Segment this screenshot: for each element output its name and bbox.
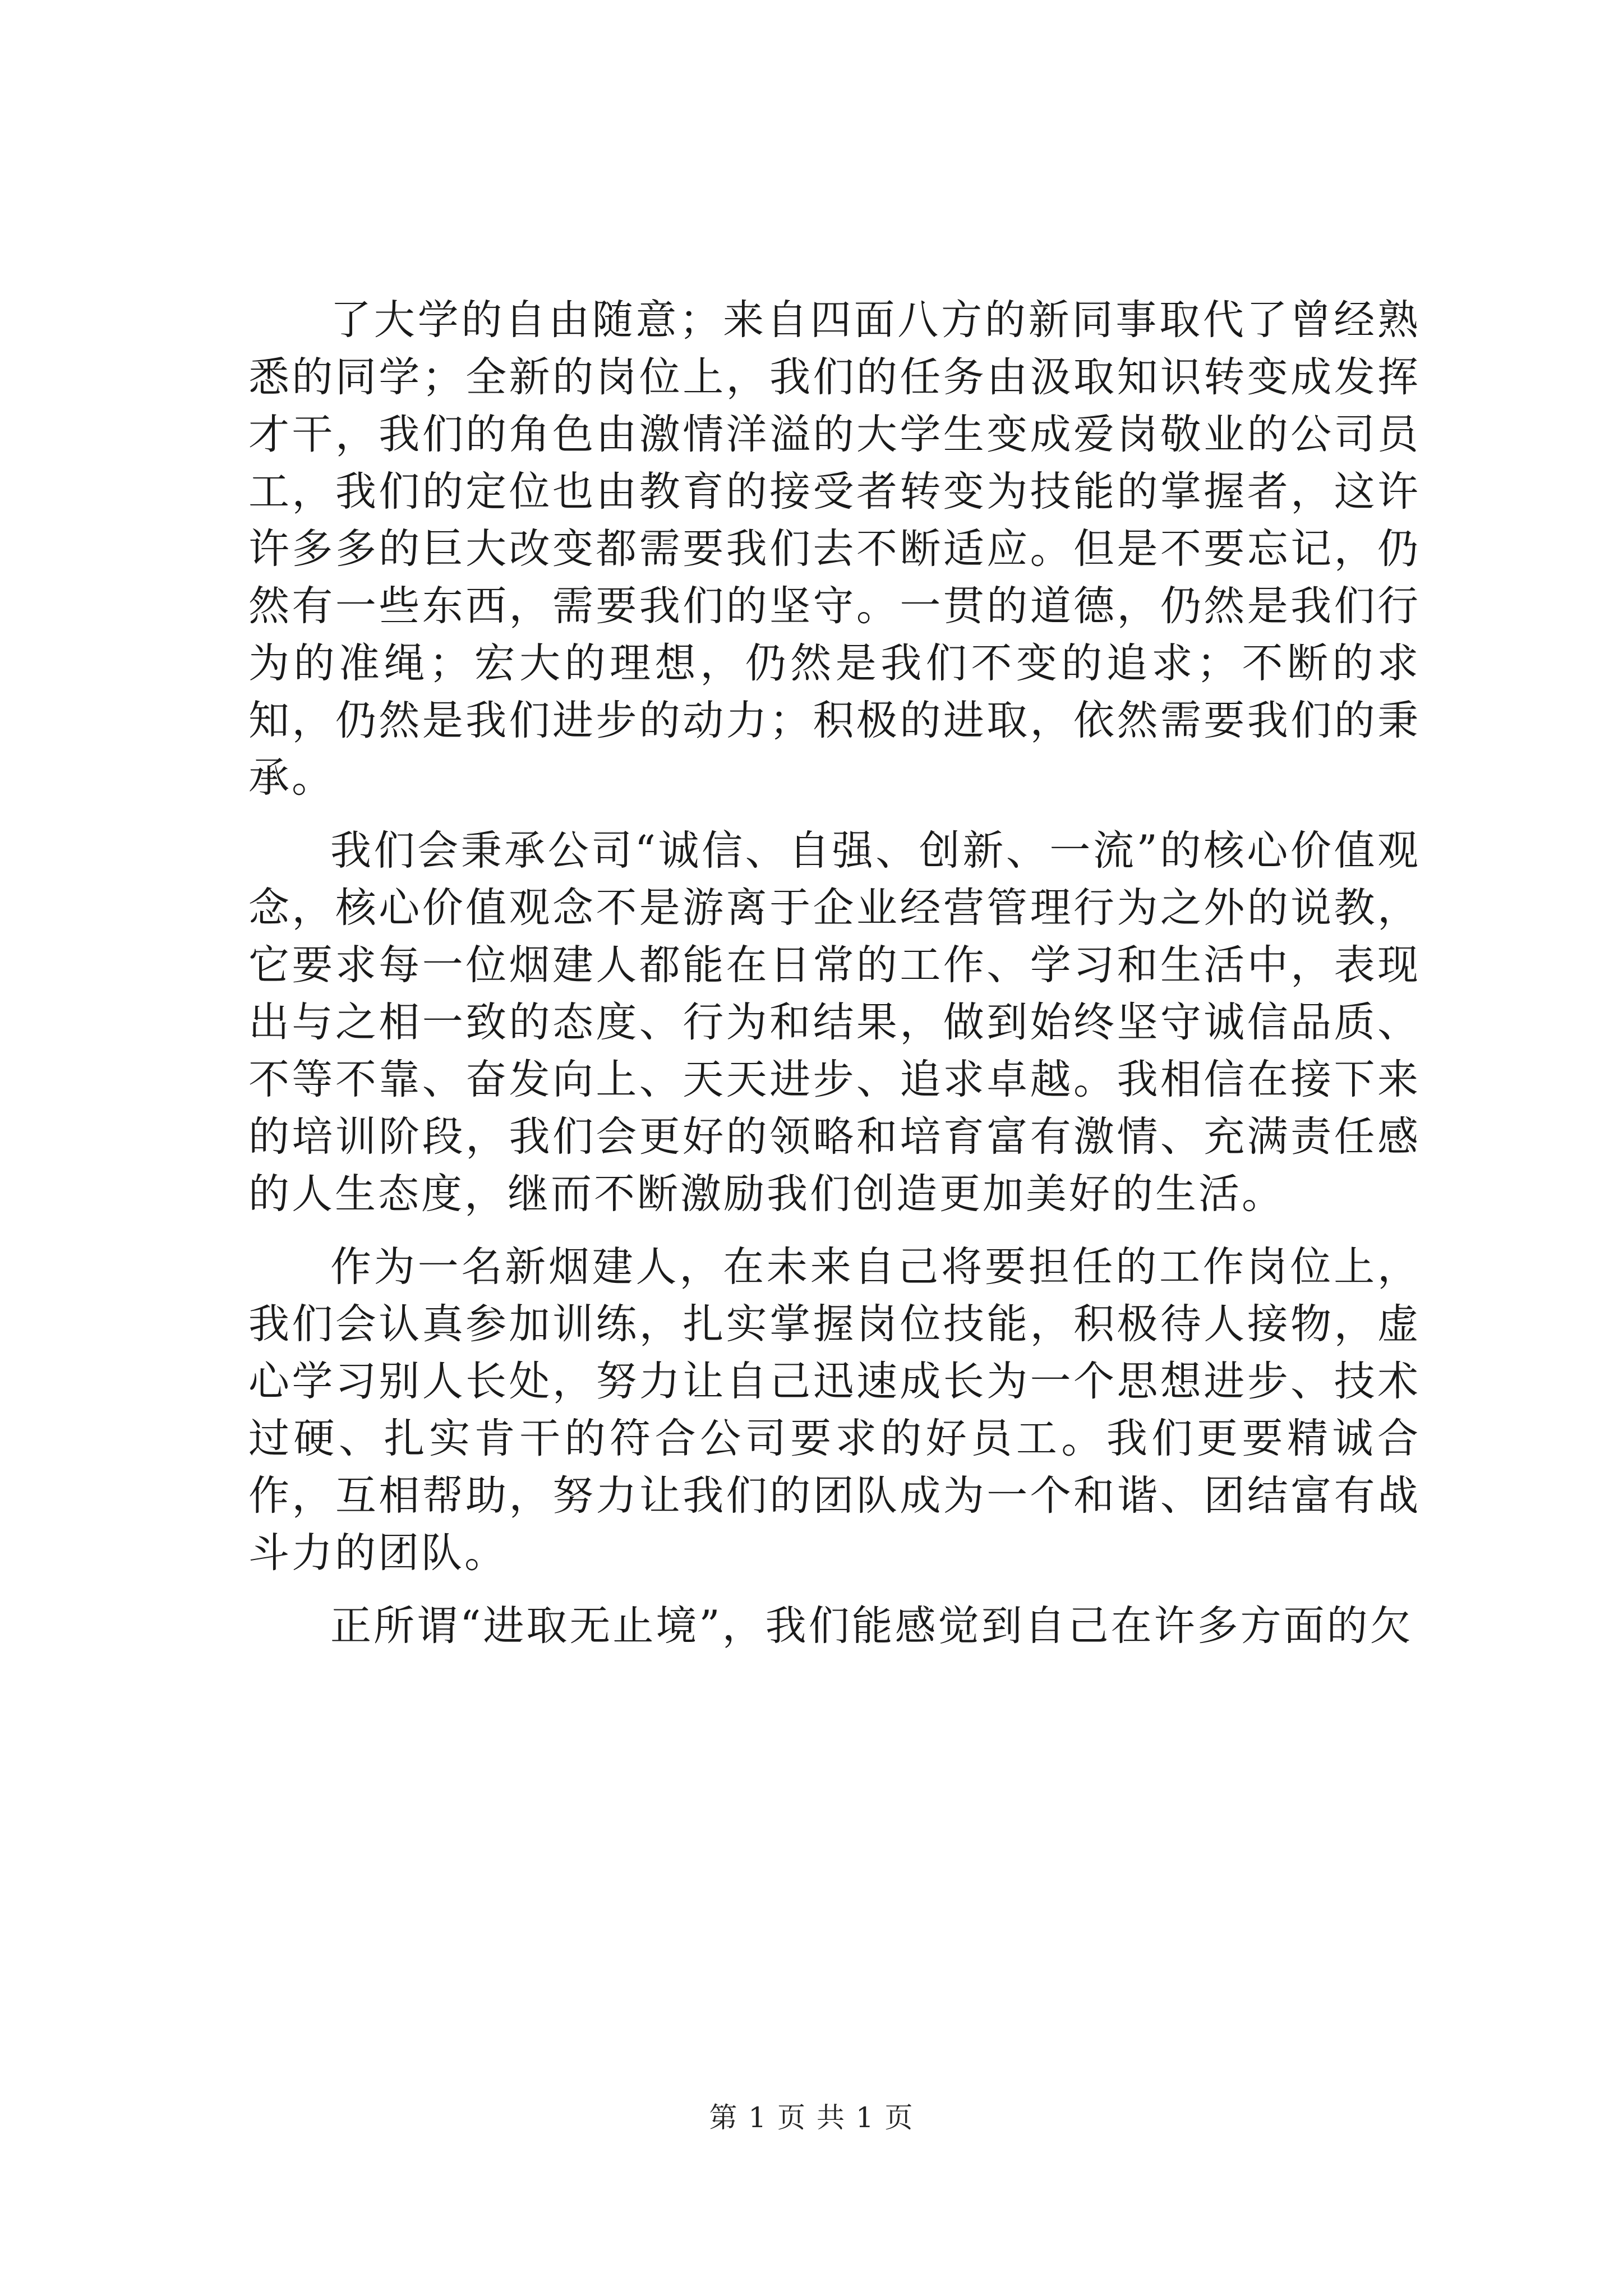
paragraph-2: 我们会秉承公司“诚信、自强、创新、一流”的核心价值观念，核心价值观念不是游离于企业经营管理行为之外的说教，它要求每一位烟建人都能在日常的工作、学习和生活中，表现出与之相一致的态度、行为和结果，做到始终坚守诚信品质、不等不靠、奋发向上、天天进步、追求卓越。我相信在接下来的培训阶段，我们会更好的领略和培育富有激情、充满责任感的人生态度，继而不断激励我们创造更加美好的生活。 [248,827,1421,1218]
document-body [248,292,1421,1671]
paragraph-4: 正所谓“进取无止境”，我们能感觉到自己在许多方面的欠 [330,1602,1413,1650]
paragraph-3: 作为一名新烟建人，在未来自己将要担任的工作岗位上，我们会认真参加训练，扎实掌握岗位技能，积极待人接物，虚心学习别人长处，努力让自己迅速成长为一个思想进步、技术过硬、扎实肯干的符合公司要求的好员工。我们更要精诚合作，互相帮助，努力让我们的团队成为一个和谐、团结富有战斗力的团队。 [248,1243,1421,1577]
paragraph-1: 了大学的自由随意；来自四面八方的新同事取代了曾经熟悉的同学；全新的岗位上，我们的任务由汲取知识转变成发挥才干，我们的角色由激情洋溢的大学生变成爱岗敬业的公司员工，我们的定位也由教育的接受者转变为技能的掌握者，这许许多多的巨大改变都需要我们去不断适应。但是不要忘记，仍然有一些东西，需要我们的坚守。一贯的道德，仍然是我们行为的准绳；宏大的理想，仍然是我们不变的追求；不断的求知，仍然是我们进步的动力；积极的进取，依然需要我们的秉承。 [248,296,1421,802]
page-footer: 第 1 页 共 1 页 [709,2101,914,2134]
